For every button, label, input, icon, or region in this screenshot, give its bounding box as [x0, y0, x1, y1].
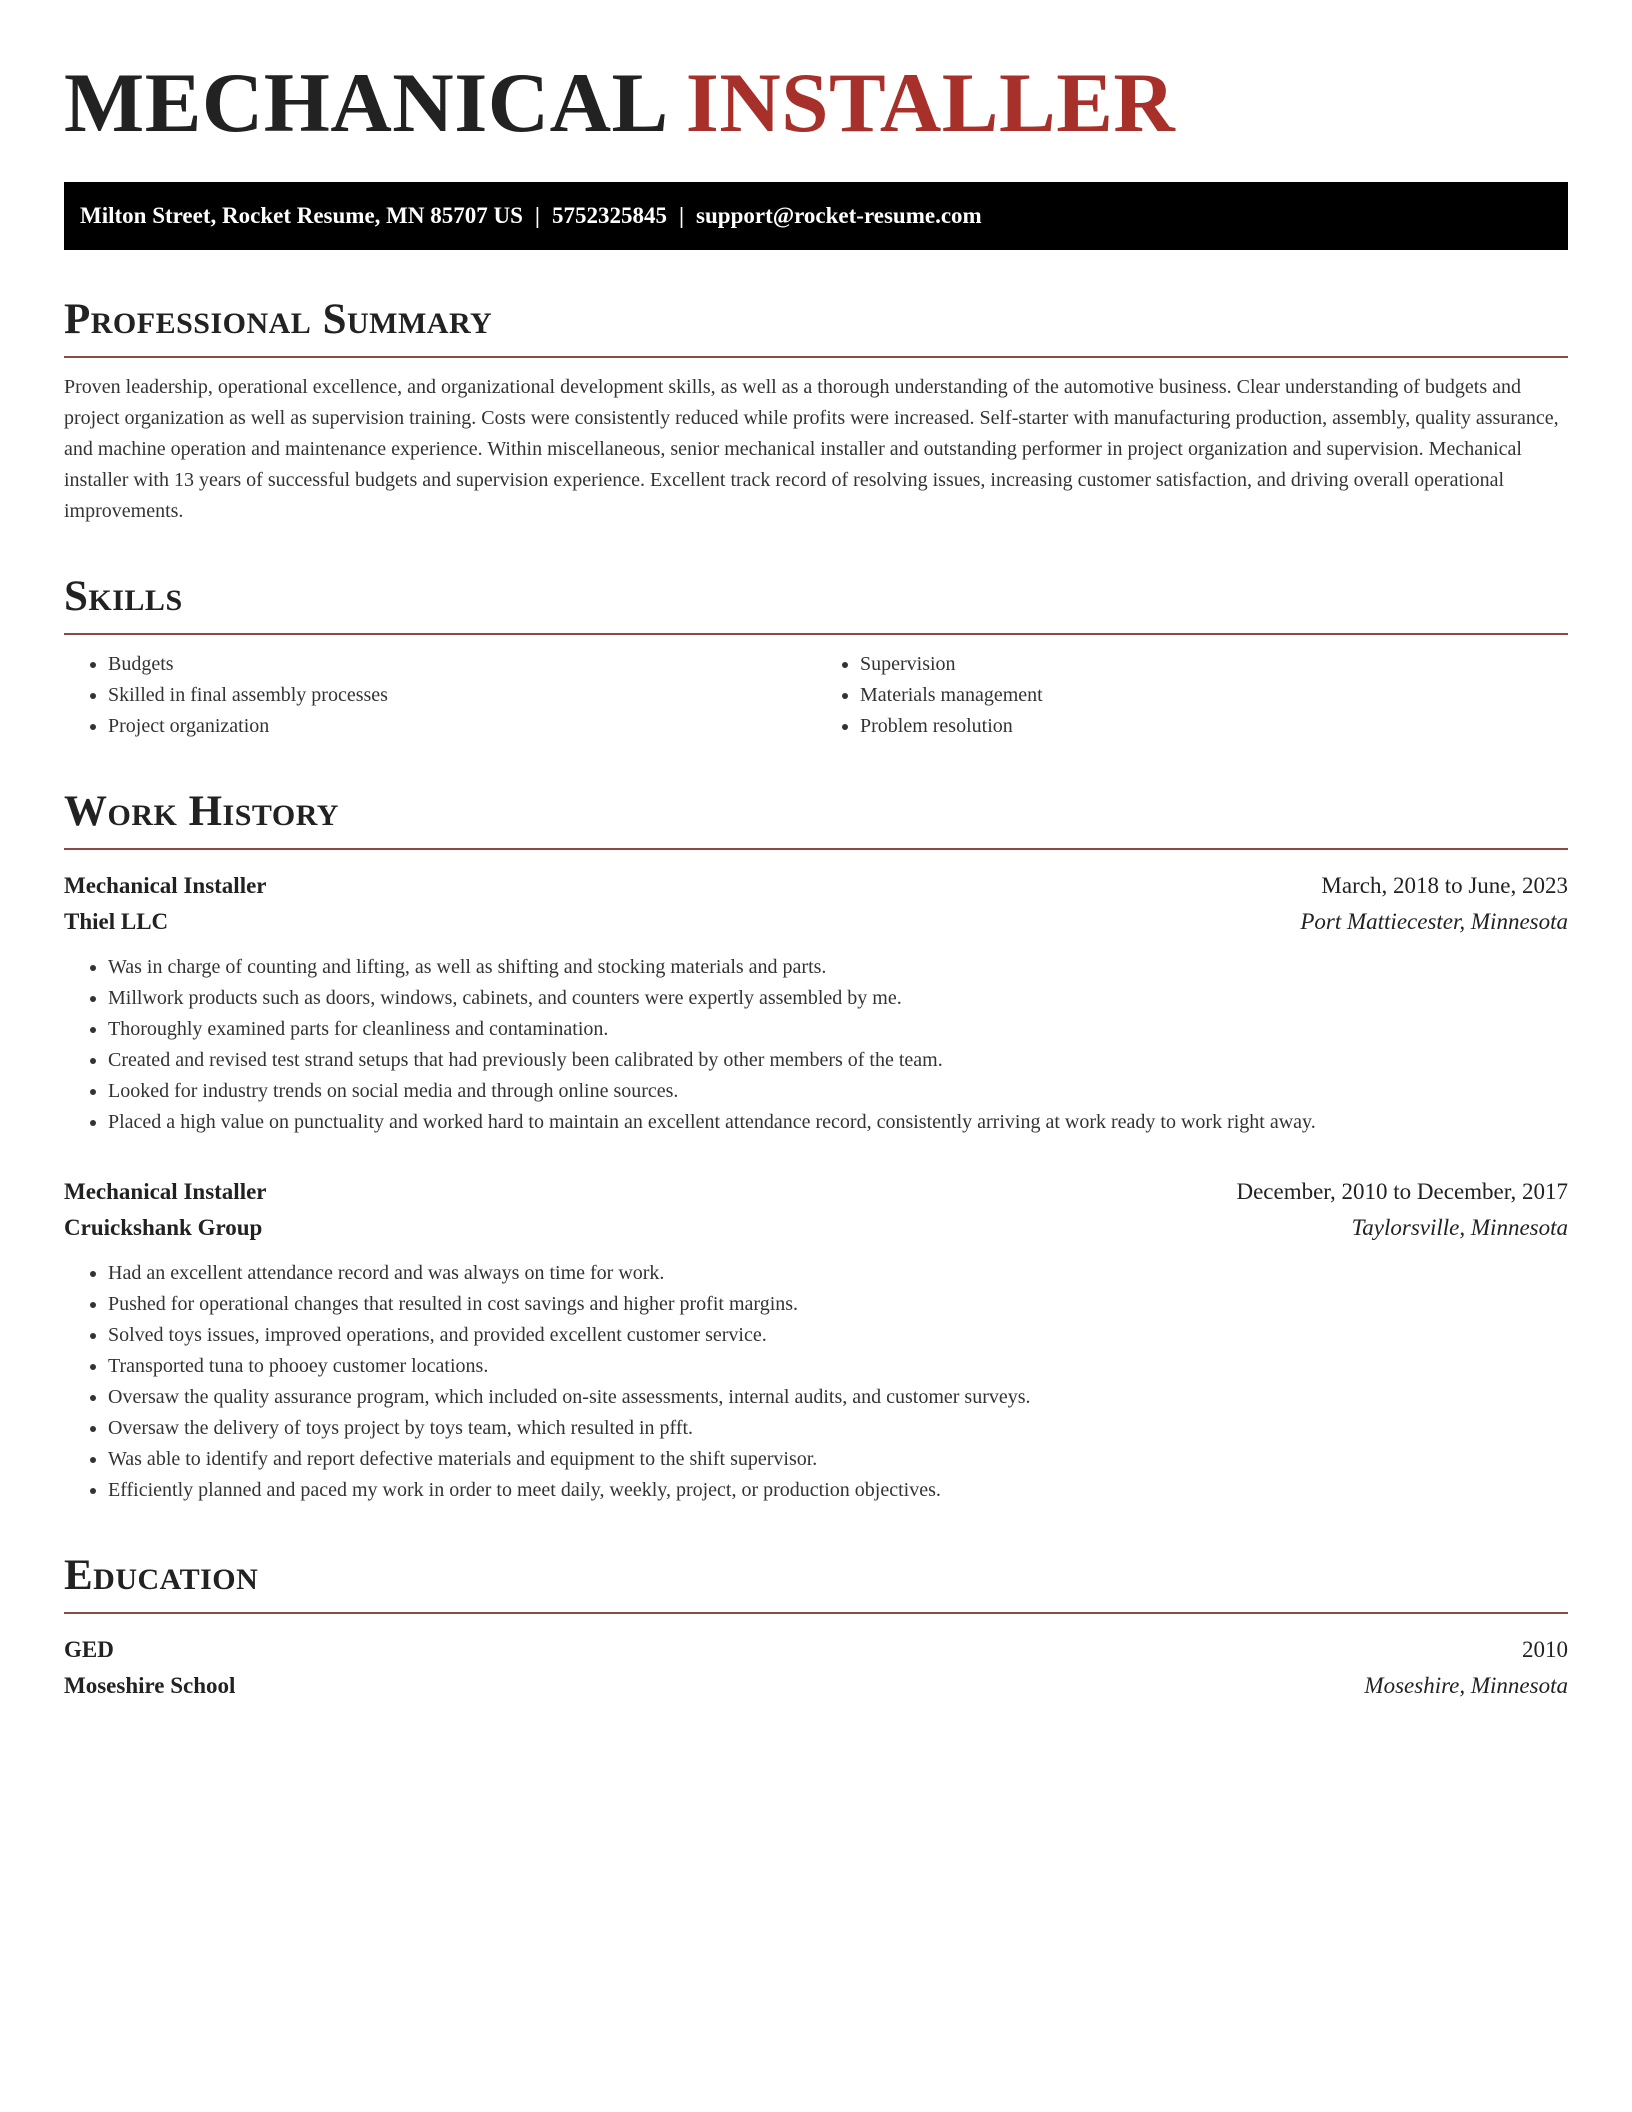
summary-text: Proven leadership, operational excellence, and organizational development skills, as well as a thorough understanding of the automotive business. Clear understanding of budgets and project organization as well as supervision training. Costs were consistently reduced while profits were increased. Self-starter with manufacturing production, assembly, quality assurance, and machine operation and maintenance experience. Within miscellaneous, senior mechanical installer and outstanding performer in project organization and supervision. Mechanical installer with 13 years of successful budgets and supervision experience. Excellent track record of resolving issues, increasing customer satisfaction, and driving overall operational improvements. [64, 376, 1559, 522]
job-company-row [64, 904, 1568, 940]
job-bullet: • Pushed for operational changes that resulted in cost savings and higher profit margins. [108, 1289, 1568, 1320]
contact-bar [64, 182, 1568, 250]
section-divider [64, 848, 1568, 850]
job-header-row [64, 1174, 1568, 1210]
skill-item: • Materials management [860, 680, 1568, 711]
section-divider [64, 1612, 1568, 1614]
job-bullet: • Oversaw the delivery of toys project by toys team, which resulted in pfft. [108, 1413, 1568, 1444]
job-entry [64, 1174, 1568, 1506]
job-dates: March, 2018 to June, 2023 [1321, 873, 1568, 898]
skills-column-left [64, 649, 816, 742]
job-bullet: • Millwork products such as doors, windows, cabinets, and counters were expertly assembled by me. [108, 983, 1568, 1014]
job-company: Cruickshank Group [64, 1215, 263, 1240]
skill-item: • Project organization [108, 711, 816, 742]
education-school: Moseshire School [64, 1673, 236, 1698]
summary-heading: Professional Summary [64, 296, 493, 343]
job-bullet: • Solved toys issues, improved operations, and provided excellent customer service. [108, 1320, 1568, 1351]
education-location: Moseshire, Minnesota [1364, 1673, 1568, 1698]
section-divider [64, 356, 1568, 358]
job-bullet: • Thoroughly examined parts for cleanliness and contamination. [108, 1014, 1568, 1045]
skill-item: • Skilled in final assembly processes [108, 680, 816, 711]
job-bullets [64, 1258, 1568, 1506]
job-header-row [64, 868, 1568, 904]
job-bullet: • Created and revised test strand setups that had previously been calibrated by other members of the team. [108, 1045, 1568, 1076]
contact-email: support@rocket-resume.com [696, 203, 982, 228]
section-divider [64, 633, 1568, 635]
skills-column-right [816, 649, 1568, 742]
job-bullet: • Efficiently planned and paced my work in order to meet daily, weekly, project, or production objectives. [108, 1475, 1568, 1506]
job-position: Mechanical Installer [64, 873, 267, 898]
job-position: Mechanical Installer [64, 1179, 267, 1204]
skills-list [64, 649, 1568, 742]
job-location: Taylorsville, Minnesota [1351, 1215, 1568, 1240]
education-school-row [64, 1668, 1568, 1704]
contact-separator: | [678, 203, 685, 228]
work-history-heading: Work History [64, 788, 339, 835]
job-bullet: • Placed a high value on punctuality and worked hard to maintain an excellent attendance record, consistently arriving at work ready to work right away. [108, 1107, 1568, 1138]
job-entry [64, 868, 1568, 1138]
job-bullet: • Looked for industry trends on social media and through online sources. [108, 1076, 1568, 1107]
contact-phone: 5752325845 [551, 203, 667, 228]
job-bullet: • Transported tuna to phooey customer locations. [108, 1351, 1568, 1382]
job-bullet: • Was able to identify and report defective materials and equipment to the shift supervisor. [108, 1444, 1568, 1475]
education-header-row [64, 1632, 1568, 1668]
job-bullets [64, 952, 1568, 1138]
skills-heading: Skills [64, 573, 183, 620]
job-company-row [64, 1210, 1568, 1246]
education-entry [64, 1632, 1568, 1704]
job-bullet: • Was in charge of counting and lifting, as well as shifting and stocking materials and parts. [108, 952, 1568, 983]
skill-item: • Budgets [108, 649, 816, 680]
job-location: Port Mattiecester, Minnesota [1300, 909, 1568, 934]
name-last: INSTALLER [685, 56, 1176, 150]
skill-item: • Problem resolution [860, 711, 1568, 742]
job-company: Thiel LLC [64, 909, 169, 934]
skill-item: • Supervision [860, 649, 1568, 680]
resume-name [64, 48, 1568, 158]
contact-address: Milton Street, Rocket Resume, MN 85707 US [80, 203, 523, 228]
job-bullet: • Had an excellent attendance record and was always on time for work. [108, 1258, 1568, 1289]
name-first: MECHANICAL [64, 56, 665, 150]
contact-separator: | [534, 203, 540, 228]
education-heading: Education [64, 1552, 259, 1599]
job-dates: December, 2010 to December, 2017 [1236, 1179, 1568, 1204]
job-bullet: • Oversaw the quality assurance program, which included on-site assessments, internal audits, and customer surveys. [108, 1382, 1568, 1413]
education-degree: GED [64, 1637, 114, 1662]
education-year: 2010 [1522, 1637, 1568, 1662]
